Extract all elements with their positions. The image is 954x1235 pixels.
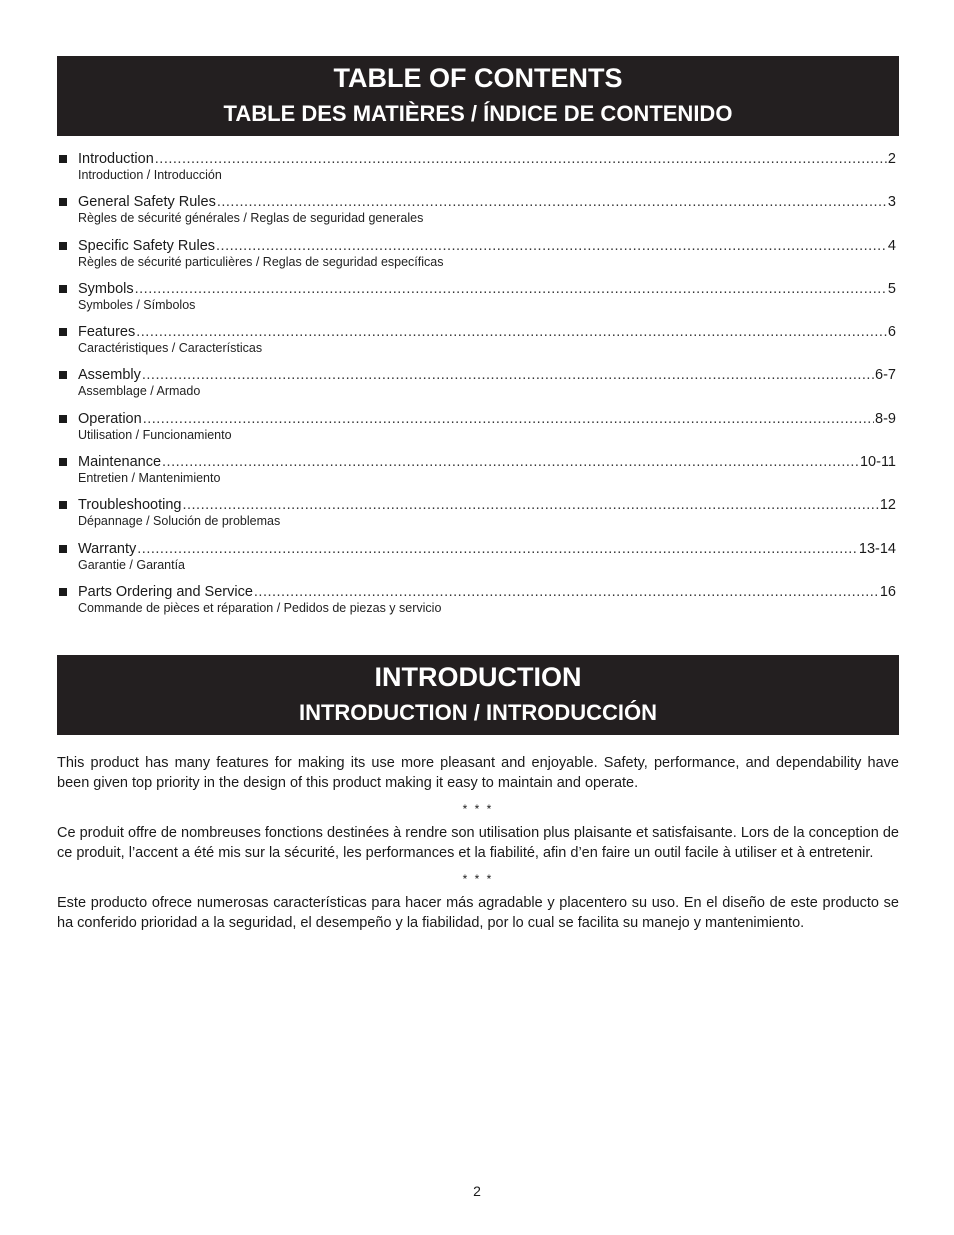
toc-entry-page: 10-11 <box>859 454 896 471</box>
toc-entry-title: Troubleshooting <box>78 497 182 514</box>
toc-entry-subtitle: Utilisation / Funcionamiento <box>78 427 232 442</box>
toc-entry[interactable] <box>57 280 899 323</box>
toc-entry[interactable] <box>57 323 899 366</box>
introduction-header <box>57 655 899 735</box>
toc-entry[interactable] <box>57 150 899 193</box>
dot-leader <box>162 453 859 471</box>
dot-leader <box>135 280 887 298</box>
toc-entry-page: 13-14 <box>858 540 896 557</box>
toc-entry-subtitle: Dépannage / Solución de problemas <box>78 514 281 529</box>
toc-entry-line <box>78 540 896 558</box>
toc-entry-line <box>78 237 896 255</box>
dot-leader <box>217 193 887 211</box>
dot-leader <box>136 323 887 341</box>
separator-stars: * * * <box>462 802 494 816</box>
introduction-body <box>57 754 899 933</box>
toc-entry-subtitle: Règles de sécurité particulières / Reglas de seguridad específicas <box>78 254 444 269</box>
toc-entry-line <box>78 150 896 168</box>
toc-entry[interactable] <box>57 496 899 539</box>
square-bullet-icon <box>59 285 67 293</box>
toc-entry-title: Assembly <box>78 367 141 384</box>
square-bullet-icon <box>59 242 67 250</box>
toc-title: TABLE OF CONTENTS <box>333 63 623 93</box>
toc-entry[interactable] <box>57 193 899 236</box>
square-bullet-icon <box>59 371 67 379</box>
toc-entry-title: Specific Safety Rules <box>78 237 216 254</box>
toc-entry-title: Symbols <box>78 280 134 297</box>
square-bullet-icon <box>59 545 67 553</box>
square-bullet-icon <box>59 501 67 509</box>
dot-leader <box>254 583 879 601</box>
toc-entry[interactable] <box>57 453 899 496</box>
toc-header <box>57 56 899 136</box>
toc-entry-page: 5 <box>887 280 896 297</box>
toc-entry-title: Operation <box>78 410 142 427</box>
toc-entry-title: Maintenance <box>78 454 162 471</box>
toc-entry-subtitle: Commande de pièces et réparation / Pedidos de piezas y servicio <box>78 600 442 615</box>
page-number: 2 <box>473 1183 481 1199</box>
dot-leader <box>137 540 858 558</box>
table-of-contents <box>57 150 899 626</box>
toc-entry-page: 4 <box>887 237 896 254</box>
toc-entry-title: Introduction <box>78 151 154 167</box>
toc-entry-subtitle: Garantie / Garantía <box>78 557 186 572</box>
toc-entry-title: General Safety Rules <box>78 194 216 211</box>
toc-entry-page: 12 <box>879 497 896 514</box>
toc-subtitle: TABLE DES MATIÈRES / ÍNDICE DE CONTENIDO <box>223 101 733 126</box>
toc-entry[interactable] <box>57 237 899 280</box>
toc-entry-subtitle: Introduction / Introducción <box>78 168 222 182</box>
toc-entry-page: 16 <box>879 583 896 600</box>
toc-entry-line <box>78 496 896 514</box>
toc-entry-title: Parts Ordering and Service <box>78 583 253 600</box>
toc-entry-line <box>78 323 896 341</box>
intro-paragraph-english: This product has many features for making its use more pleasant and enjoyable. Safety, performance, and dependability have been given top priority in the design of this product making it easy to maintain and operate. <box>57 755 899 791</box>
square-bullet-icon <box>59 415 67 423</box>
toc-entry-line <box>78 410 896 428</box>
toc-entry-page: 6-7 <box>875 367 896 384</box>
toc-entry[interactable] <box>57 540 899 583</box>
square-bullet-icon <box>59 198 67 206</box>
square-bullet-icon <box>59 588 67 596</box>
toc-entry-title: Features <box>78 324 136 341</box>
square-bullet-icon <box>59 328 67 336</box>
toc-entry-subtitle: Caractéristiques / Características <box>78 341 263 356</box>
toc-entry[interactable] <box>57 583 899 626</box>
separator-stars: * * * <box>462 872 494 886</box>
toc-entry-line <box>78 453 896 471</box>
toc-entry-subtitle: Symboles / Símbolos <box>78 297 196 312</box>
toc-entry-subtitle: Assemblage / Armado <box>78 384 201 399</box>
dot-leader <box>216 237 887 255</box>
dot-leader <box>155 150 887 168</box>
dot-leader <box>142 366 874 384</box>
toc-entry-subtitle: Entretien / Mantenimiento <box>78 471 221 486</box>
toc-entry-page: 8-9 <box>875 410 896 427</box>
toc-entry-page: 3 <box>887 194 896 211</box>
toc-entry-line <box>78 583 896 601</box>
toc-entry-line <box>78 280 896 298</box>
toc-entry-line <box>78 193 896 211</box>
toc-entry[interactable] <box>57 366 899 409</box>
introduction-title: INTRODUCTION <box>374 662 582 692</box>
toc-entry-subtitle: Règles de sécurité générales / Reglas de seguridad generales <box>78 211 424 226</box>
square-bullet-icon <box>59 155 67 163</box>
toc-entry-title: Warranty <box>78 540 137 557</box>
dot-leader <box>143 410 874 428</box>
toc-entry-page: 6 <box>887 324 896 341</box>
toc-entry[interactable] <box>57 410 899 453</box>
introduction-subtitle: INTRODUCTION / INTRODUCCIÓN <box>298 700 658 725</box>
square-bullet-icon <box>59 458 67 466</box>
dot-leader <box>182 496 878 514</box>
intro-paragraph-french: Ce produit offre de nombreuses fonctions destinées à rendre son utilisation plus plaisante et satisfaisante. Lors de la conception de ce produit, l’accent a été mis sur la sécurité, les performances et la fiabilité, afin d’en faire un outil facile à utiliser et à entretenir. <box>57 825 899 861</box>
toc-entry-line <box>78 366 896 384</box>
toc-entry-page: 2 <box>887 151 896 167</box>
intro-paragraph-spanish: Este producto ofrece numerosas características para hacer más agradable y placentero su uso. En el diseño de este producto se ha conferido prioridad a la seguridad, el desempeño y la fiabilidad, por lo cual se facilita su manejo y mantenimiento. <box>57 895 899 931</box>
